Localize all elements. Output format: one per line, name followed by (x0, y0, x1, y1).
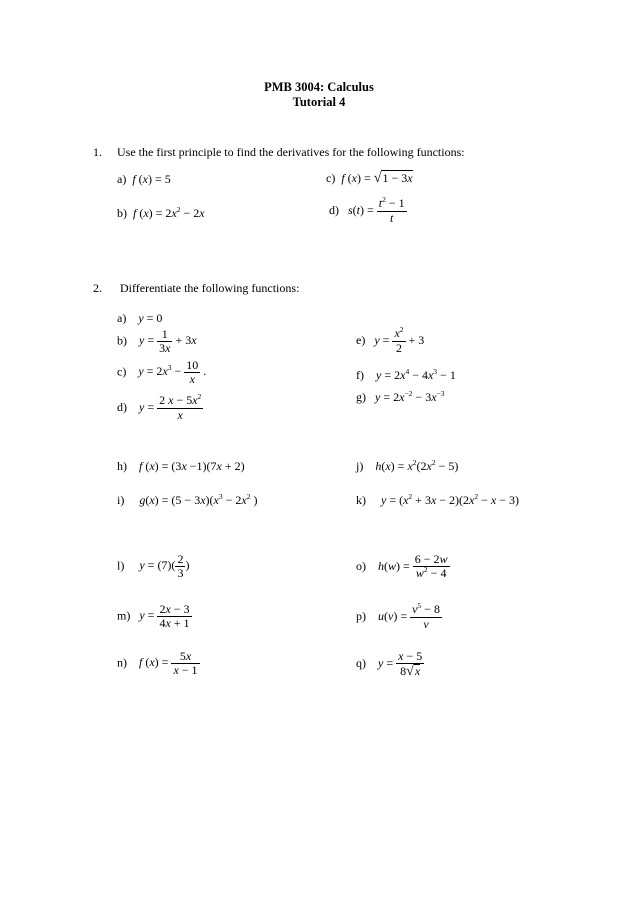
q2-label-h: h) (117, 459, 127, 473)
q2-expr-k: $y = (x^2 + 3x - 2)(2x^2 - x - 3)$ (381, 492, 519, 507)
q2-expr-l: y = (7)( $\frac{2}{3}$ ) (139, 552, 190, 580)
q2-item-q (356, 650, 424, 678)
q2-item-i (117, 493, 257, 508)
q2-item-l (117, 553, 189, 580)
q2-item-e (356, 327, 424, 355)
q1-label-a: a) (117, 172, 127, 186)
q1-expr-b: f $(x) = 2x^2 - 2x$ (133, 205, 205, 220)
q2-item-n (117, 650, 200, 677)
q2-label-e: e) (356, 332, 366, 347)
document-title: PMB 3004: Calculus (264, 80, 374, 94)
q2-item-j (356, 459, 458, 474)
q1-item-d (329, 197, 407, 225)
q2-label-c: c) (117, 364, 127, 379)
q2-label-k: k) (356, 493, 366, 507)
q2-label-b: b) (117, 333, 127, 348)
q2-expr-g: $y = 2x^{-2} - 3x^{-3}$ (375, 389, 445, 404)
q1-item-a (117, 172, 171, 187)
q2-item-b (117, 328, 197, 355)
q1-expr-a: f (x) = 5 (132, 172, 171, 186)
q2-expr-c: $y = 2x^3$ − $\frac{10}{x}$ . (138, 358, 207, 386)
q2-expr-d: y = $\frac{2 x - 5x^2}{x}$ (139, 392, 202, 422)
q2-item-m (117, 603, 192, 630)
q2-label-i: i) (117, 493, 125, 507)
q2-expr-i: $g(x) = (5 - 3x)(x^3 - 2x^2$ ) (139, 492, 258, 507)
q1-label-c: c) (326, 171, 336, 185)
q2-item-c (117, 359, 206, 386)
document-subtitle: Tutorial 4 (292, 95, 346, 109)
q1-item-c (326, 170, 413, 187)
question-2-number: 2. (93, 281, 102, 295)
q2-label-o: o) (356, 558, 366, 573)
q1-expr-d: s(t) = $\frac{t^2 - 1}{t}$ (348, 195, 405, 225)
question-1-instruction: Use the first principle to find the derivatives for the following functions: (117, 145, 465, 159)
q2-item-f (356, 368, 456, 383)
q2-item-o (356, 553, 450, 581)
question-1-number: 1. (93, 145, 102, 159)
q2-expr-o: h(w) = $\frac{6 - 2w}{w^2 - 4}$ (378, 552, 448, 580)
q2-label-m: m) (117, 608, 131, 623)
q2-expr-q: y = $\frac{x - 5}{8√x}$ (378, 649, 423, 679)
q2-expr-h: f (x) = (3x −1)(7x + 2) (139, 459, 245, 473)
q2-label-l: l) (117, 558, 125, 573)
q2-expr-a: y = 0 (138, 311, 163, 325)
question-2-instruction: Differentiate the following functions: (120, 281, 300, 295)
q2-label-g: g) (356, 390, 366, 404)
q2-label-p: p) (356, 608, 366, 623)
q1-item-b (117, 206, 205, 221)
q2-expr-b: y = $\frac{1}{3x}$ + 3x (139, 327, 197, 355)
q2-label-n: n) (117, 655, 127, 670)
q2-label-q: q) (356, 655, 366, 670)
q2-item-h (117, 459, 245, 474)
q1-expr-c: f (x) = √1 − 3x (341, 171, 413, 186)
q2-expr-m: y = $\frac{2x - 3}{4x + 1}$ (139, 602, 190, 630)
q1-label-b: b) (117, 206, 127, 220)
q2-label-f: f) (356, 368, 364, 382)
q2-expr-n: f (x) = $\frac{5x}{x - 1}$ (139, 649, 198, 677)
q2-label-d: d) (117, 399, 127, 414)
q2-item-p (356, 603, 442, 631)
q2-label-j: j) (356, 459, 364, 473)
q2-label-a: a) (117, 311, 127, 325)
q2-item-k (356, 493, 519, 508)
q2-expr-f: $y = 2x^4 - 4x^3 - 1$ (376, 367, 456, 382)
q2-expr-j: $h(x) = x^2(2x^2 - 5)$ (375, 458, 459, 473)
q2-expr-e: y = $\frac{x^2}{2}$ + 3 (374, 325, 425, 355)
q2-item-d (117, 394, 203, 422)
q2-item-g (356, 390, 445, 405)
q2-item-a (117, 311, 162, 326)
q1-label-d: d) (329, 202, 339, 217)
q2-expr-p: u(v) = $\frac{v^5 - 8}{v}$ (378, 601, 440, 631)
